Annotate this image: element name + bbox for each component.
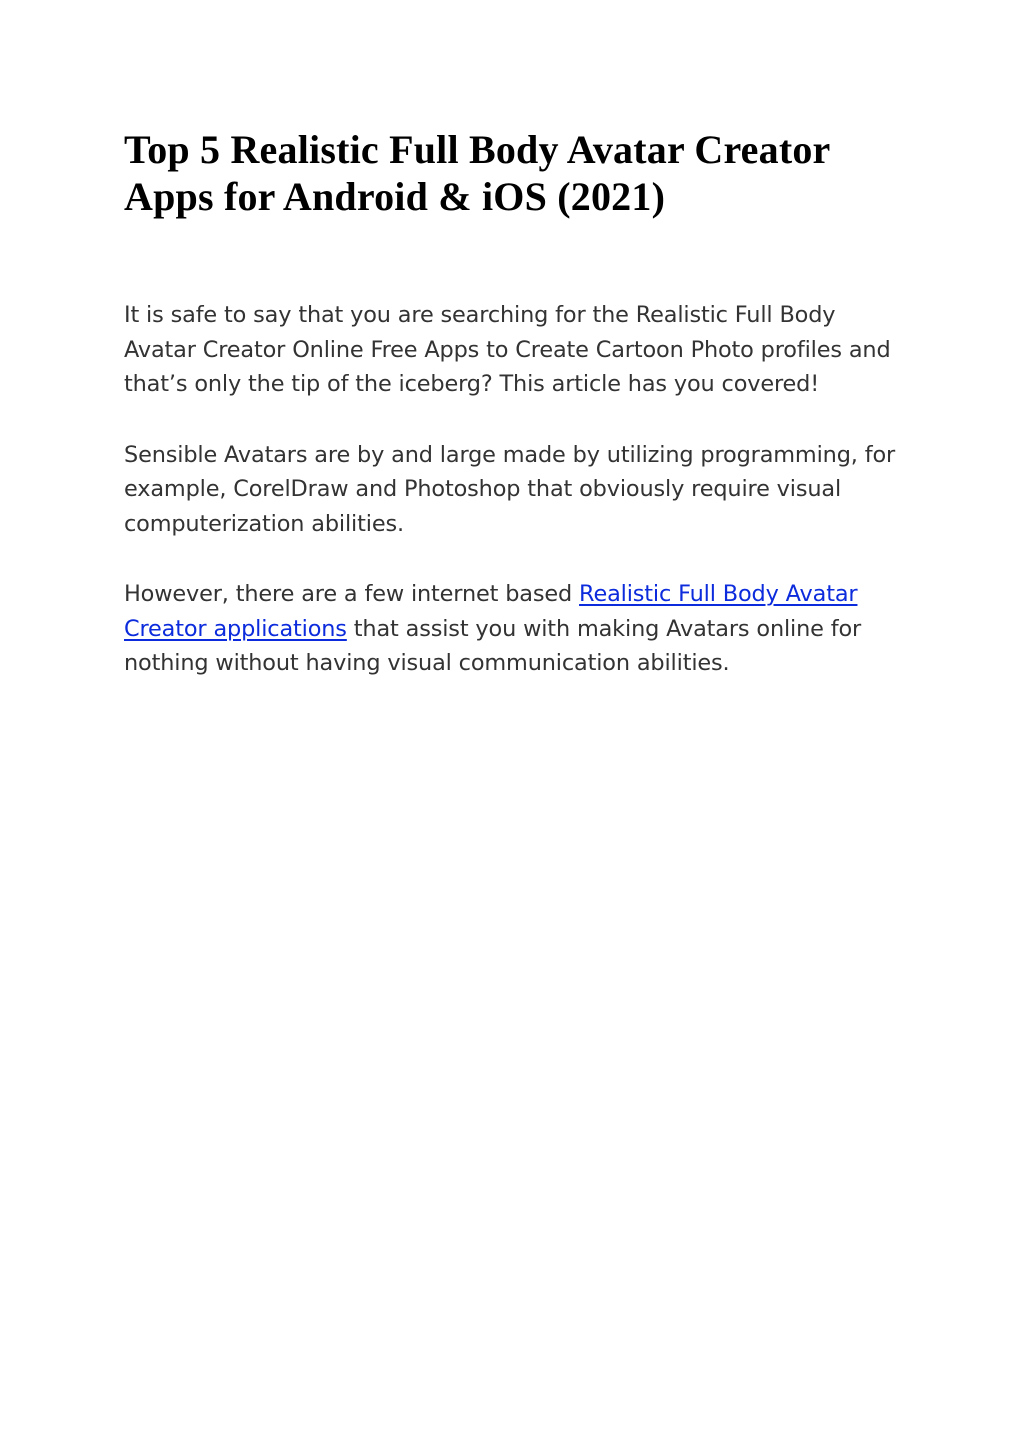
intro-paragraph: It is safe to say that you are searching for the Realistic Full Body Avatar Creator Online Free Apps to Create Cartoon Photo profiles and that’s only the tip of the iceberg? This article has you covered! [124, 302, 891, 397]
online-apps-paragraph [124, 577, 904, 681]
avatar-creator-apps-link[interactable]: Realistic Full Body Avatar Creator applications [124, 581, 858, 642]
paragraph-text-before-link: However, there are a few internet based [124, 581, 580, 607]
article-title: Top 5 Realistic Full Body Avatar Creator Apps for Android & iOS (2021) [124, 127, 830, 219]
article-body [124, 126, 904, 681]
avatars-software-paragraph: Sensible Avatars are by and large made by utilizing programming, for example, CorelDraw and Photoshop that obviously require visual computerization abilities. [124, 441, 896, 537]
paragraph-text-after-link: that assist you with making Avatars online for nothing without having visual communication abilities. [124, 615, 862, 676]
